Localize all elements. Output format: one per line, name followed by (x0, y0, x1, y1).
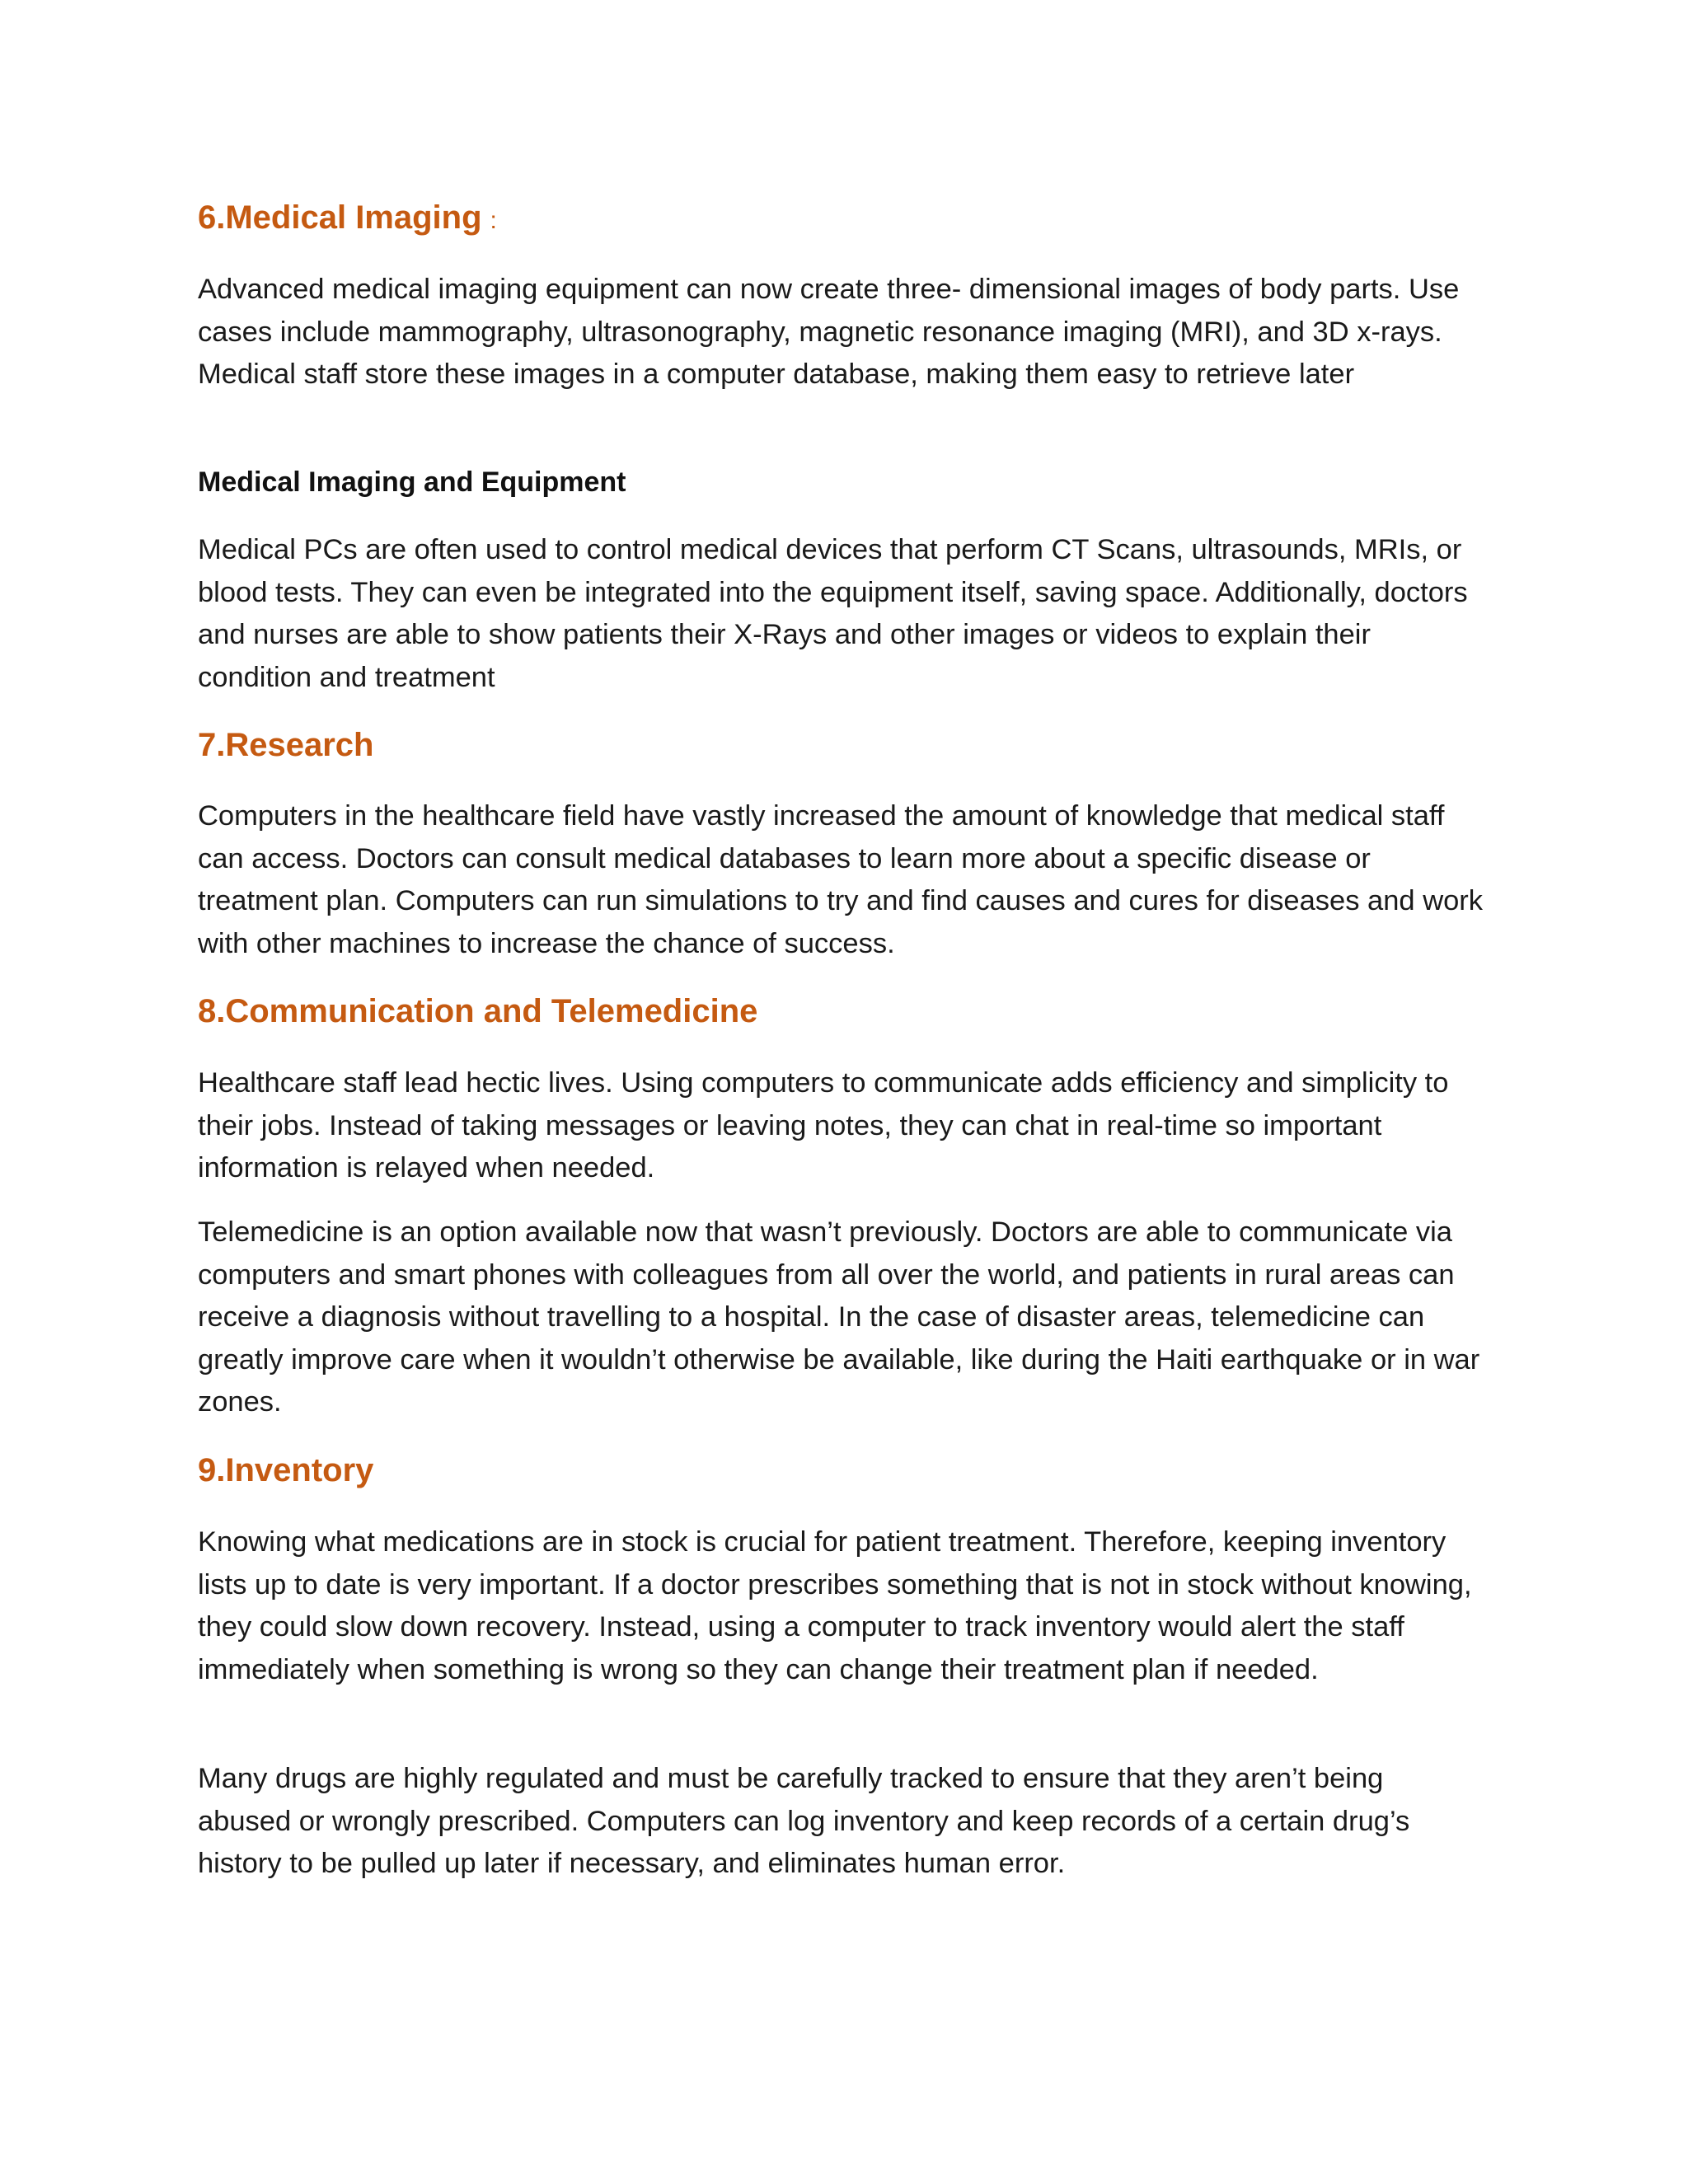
paragraph-medical-imaging: Advanced medical imaging equipment can now create three- dimensional images of body parts. Use cases include mammography, ultrasonography, magnetic resonance imaging (MRI), and 3D x-rays. Medical staff store these images in a computer database, making them easy to retrieve later (198, 274, 1460, 390)
subheading-medical-imaging-equipment: Medical Imaging and Equipment (198, 466, 626, 498)
paragraph-inventory-tracking: Knowing what medications are in stock is crucial for patient treatment. Therefore, keeping inventory lists up to date is very important. If a doctor prescribes something that is not in stock without knowing, they could slow down recovery. Instead, using a computer to track inventory would alert the staff immediately when something is wrong so they can change their treatment plan if needed. (198, 1526, 1472, 1685)
heading-medical-imaging (198, 198, 497, 241)
paragraph-medical-imaging-equipment: Medical PCs are often used to control medical devices that perform CT Scans, ultrasounds, MRIs, or blood tests. They can even be integrated into the equipment itself, saving space. Additionally, doctors and nurses are able to show patients their X-Rays and other images or videos to explain their condition and treatment (198, 534, 1468, 693)
heading-inventory: 9.Inventory (198, 1452, 374, 1488)
heading-medical-imaging-text: 6.Medical Imaging (198, 199, 482, 236)
paragraph-research: Computers in the healthcare field have vastly increased the amount of knowledge that medical staff can access. Doctors can consult medical databases to learn more about a specific disease or treatment plan. Computers can run simulations to try and find causes and cures for diseases and work with other machines to increase the chance of success. (198, 800, 1484, 959)
paragraph-telemedicine: Telemedicine is an option available now that wasn’t previously. Doctors are able to communicate via computers and smart phones with colleagues from all over the world, and patients in rural areas can receive a diagnosis without travelling to a hospital. In the case of disaster areas, telemedicine can greatly improve care when it wouldn’t otherwise be available, like during the Haiti earthquake or in war zones. (198, 1216, 1480, 1418)
heading-communication-telemedicine: 8.Communication and Telemedicine (198, 993, 758, 1029)
heading-colon: : (490, 207, 497, 234)
paragraph-communication: Healthcare staff lead hectic lives. Using computers to communicate adds efficiency and simplicity to their jobs. Instead of taking messages or leaving notes, they can chat in real-time so important information is relayed when needed. (198, 1067, 1449, 1183)
heading-research: 7.Research (198, 727, 374, 763)
paragraph-inventory-regulation: Many drugs are highly regulated and must be carefully tracked to ensure that they aren’t being abused or wrongly prescribed. Computers can log inventory and keep records of a certain drug’s history to be pulled up later if necessary, and eliminates human error. (198, 1763, 1410, 1879)
